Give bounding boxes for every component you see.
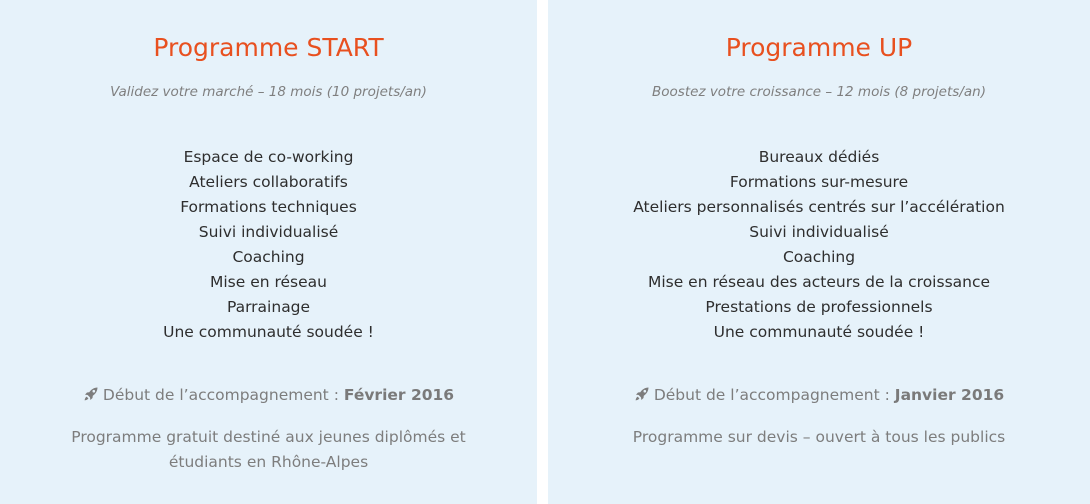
start-label: Début de l’accompagnement : <box>653 386 890 404</box>
program-card-start <box>0 0 537 504</box>
program-card-up <box>548 0 1090 504</box>
feature-item: Prestations de professionnels <box>705 298 933 316</box>
feature-item: Ateliers personnalisés centrés sur l’accélération <box>633 198 1005 216</box>
start-date-line <box>0 383 537 407</box>
program-note: Programme gratuit destiné aux jeunes diplômés et étudiants en Rhône-Alpes <box>71 428 466 471</box>
feature-item: Coaching <box>782 248 856 266</box>
start-date-line <box>548 383 1090 407</box>
rocket-icon <box>83 386 99 402</box>
program-subtitle: Boostez votre croissance – 12 mois (8 projets/an) <box>652 84 986 100</box>
start-date: Février 2016 <box>343 386 455 404</box>
program-title: Programme START <box>153 33 384 62</box>
program-note: Programme sur devis – ouvert à tous les publics <box>632 428 1006 446</box>
feature-item: Parrainage <box>226 298 311 316</box>
feature-item: Suivi individualisé <box>749 223 889 241</box>
program-title: Programme UP <box>725 33 913 62</box>
feature-item: Formations techniques <box>180 198 357 216</box>
feature-item: Mise en réseau des acteurs de la croissance <box>647 273 991 291</box>
program-subtitle: Validez votre marché – 18 mois (10 projets/an) <box>110 84 427 100</box>
rocket-icon <box>634 386 650 402</box>
start-date: Janvier 2016 <box>894 386 1005 404</box>
feature-item: Une communauté soudée ! <box>163 323 374 341</box>
feature-item: Formations sur-mesure <box>729 173 909 191</box>
feature-item: Mise en réseau <box>209 273 327 291</box>
feature-item: Bureaux dédiés <box>758 148 880 166</box>
start-label: Début de l’accompagnement : <box>102 386 339 404</box>
feature-item: Ateliers collaboratifs <box>189 173 348 191</box>
feature-item: Espace de co-working <box>183 148 354 166</box>
feature-item: Une communauté soudée ! <box>713 323 925 341</box>
feature-list <box>0 145 537 345</box>
feature-item: Suivi individualisé <box>198 223 339 241</box>
feature-item: Coaching <box>232 248 305 266</box>
feature-list <box>548 145 1090 345</box>
